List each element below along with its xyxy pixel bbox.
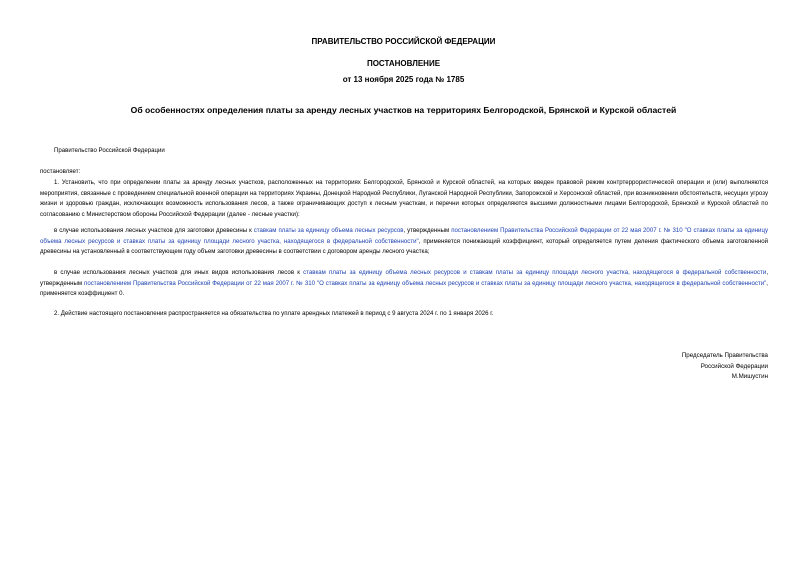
text-fragment: в случае использования лесных участков для заготовки древесины к: [54, 227, 254, 234]
org-heading: ПРАВИТЕЛЬСТВО РОССИЙСКОЙ ФЕДЕРАЦИИ: [311, 37, 496, 46]
rates-volume-link[interactable]: ставкам платы за единицу объема лесных ресурсов: [253, 227, 404, 234]
doc-type-heading: ПОСТАНОВЛЕНИЕ: [366, 59, 441, 68]
text-fragment: , применяется коэффициент 0.: [40, 279, 768, 298]
rates-volume-area-link[interactable]: ставкам платы за единицу объема лесных ресурсов и ставкам платы за единицу площади лесного участка, находящегося в федеральной собственности: [303, 269, 767, 276]
decree-310-link[interactable]: постановлением Правительства Российской Федерации от 22 мая 2007 г. № 310 "О ставках платы за единицу объема лесных ресурсов и ставках платы за единицу площади лесного участка, находящегося в федеральной собственности": [40, 227, 768, 245]
text-fragment: , утвержденным: [40, 269, 769, 287]
wood-harvesting-paragraph: [40, 226, 768, 258]
item-2-paragraph: 2. Действие настоящего постановления распространяется на обязательства по уплате арендных платежей в период с 9 августа 2024 г. по 1 января 2026 г.: [54, 310, 494, 317]
document-title: Об особенностях определения платы за аренду лесных участков на территориях Белгородской, Брянской и Курской областей: [130, 105, 677, 115]
text-fragment: , утвержденным: [403, 227, 452, 234]
signature-position: Председатель Правительства: [681, 352, 768, 359]
item-1-paragraph: 1. Установить, что при определении платы за аренду лесных участков, расположенных на территориях Белгородской, Брянской и Курской областей, на которых введен правовой режим контртеррористической операции и (или) выполняются мероприятия, связанные с проведением специальной военной операции на территориях Украины, Донецкой Народной Республики, Луганской Народной Республики, Запорожской и Херсонской областей, при возникновении обстоятельств, несущих угрозу жизни и здоровью граждан, исключающих возможность использования лесов, а также ограничивающих доступ к лесным участкам, и перечни которых определяются высшими должностными лицами Белгородской, Брянской и Курской областей по согласованию с Министерством обороны Российской Федерации (далее - лесные участки):: [40, 179, 768, 218]
text-fragment: в случае использования лесных участков для иных видов использования лесов к: [54, 269, 304, 276]
issuer-line: Правительство Российской Федерации: [54, 147, 165, 154]
decree-310-link-2[interactable]: постановлением Правительства Российской Федерации от 22 мая 2007 г. № 310 "О ставках платы за единицу объема лесных ресурсов и ставках платы за единицу площади лесного участка, находящегося в федеральной собственности": [84, 279, 767, 287]
signature-name: М.Мишустин: [731, 373, 768, 381]
decrees-line: постановляет:: [40, 168, 81, 175]
signature-block: [682, 351, 768, 383]
date-number-heading: от 13 ноября 2025 года № 1785: [342, 75, 465, 84]
other-uses-paragraph: [40, 268, 768, 300]
text-fragment: , применяется понижающий коэффициент, который определяется путем деления фактического объема заготовленной древесины на установленный в соответствующем году объем заготовки древесины в соответствии с договором аренды лесного участка;: [40, 237, 768, 256]
signature-organization: Российской Федерации: [700, 362, 768, 370]
